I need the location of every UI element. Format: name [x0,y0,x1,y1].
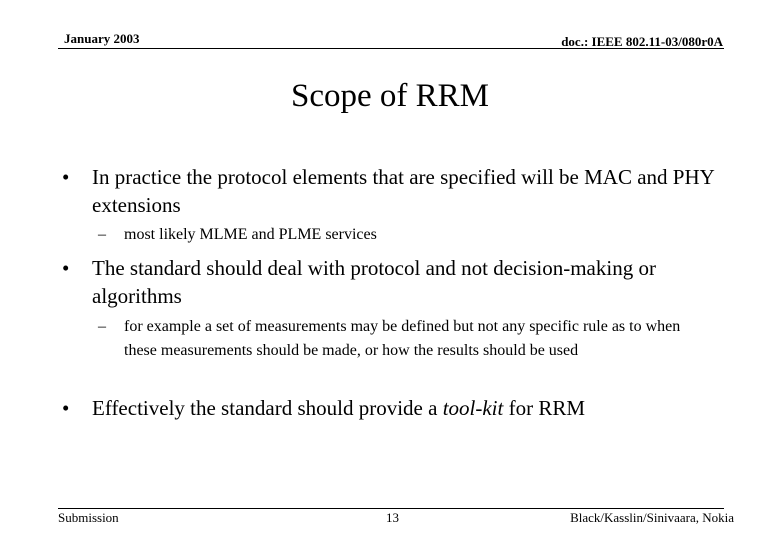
header-date: January 2003 [64,31,140,46]
sub-bullet-marker: – [98,318,106,335]
footer-authors: Black/Kasslin/Sinivaara, Nokia [570,510,734,525]
sub-bullet-item-2 [98,315,718,387]
bullet-text [92,394,732,422]
bullet-text-italic: tool-kit [442,396,504,420]
bullet-marker: • [62,396,70,420]
bullet-text-after: for RRM [503,396,586,420]
footer-submission: Submission [58,510,119,525]
bullet-marker: • [62,165,70,189]
header-doc-id: doc.: IEEE 802.11-03/080r0A [561,34,723,49]
sub-bullet-text: most likely MLME and PLME services [124,226,377,243]
sub-bullet-marker: – [98,226,106,243]
bullet-marker: • [62,256,70,280]
bullet-text-before: Effectively the standard should provide a [92,396,443,420]
footer-rule [58,508,724,509]
bullet-text: The standard should deal with protocol and not decision-making or algorithms [92,256,656,308]
sub-bullet-text: for example a set of measurements may be defined but not any specific rule as to when these measurements should be made, or how the results should be used [124,318,681,359]
footer-page-number: 13 [386,510,399,525]
bullet-text: In practice the protocol elements that are specified will be MAC and PHY extensions [92,165,715,217]
slide-title: Scope of RRM [291,78,489,114]
header-rule [58,48,724,49]
sub-bullet-item-1 [98,223,718,247]
bullet-item-1 [62,163,742,219]
bullet-item-3 [62,394,742,422]
bullet-item-2 [62,254,742,310]
